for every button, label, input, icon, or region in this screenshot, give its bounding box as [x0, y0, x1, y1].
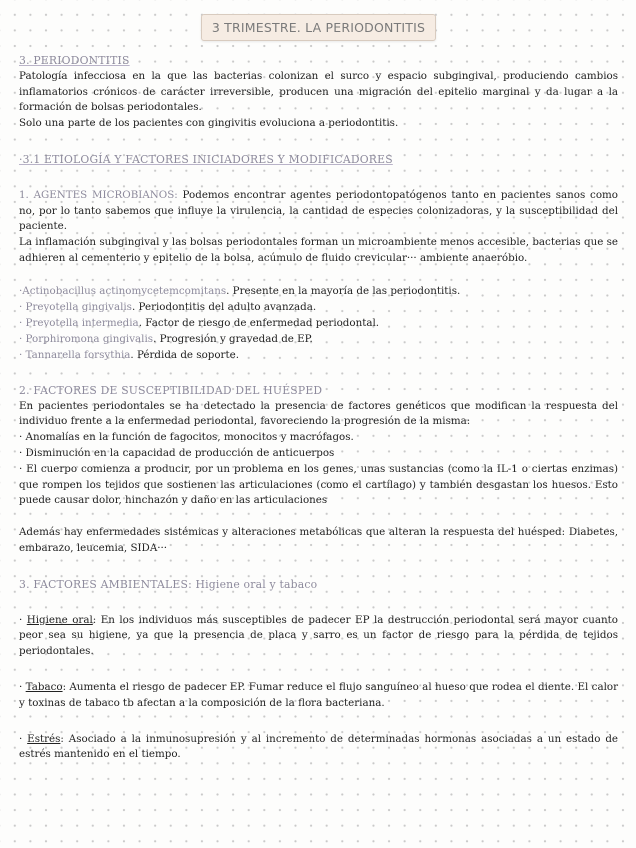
- bacteria-desc: . Pérdida de soporte.: [130, 348, 239, 361]
- item-text: : Asociado a la inmunosupresión y al incremento de determinadas hormonas asociadas a un estado de estrés mantenido en el tiempo.: [19, 732, 619, 761]
- env-item-tabaco: [19, 680, 618, 712]
- paragraph: [19, 188, 618, 235]
- section-heading: 1. AGENTES MICROBIANOS:: [19, 188, 178, 201]
- paragraph: La inflamación subgingival y las bolsas periodontales forman un microambiente menos accesible, bacterias que se adhieren al cementerio y epitelio de la bolsa, acúmulo de fluido crevicular··· ambiente anaeróbio.: [19, 236, 618, 264]
- section-heading: 3. PERIODONTITIS: [19, 54, 130, 67]
- section-periodontitis: [19, 53, 618, 132]
- item-label: Higiene oral: [26, 613, 93, 626]
- item-label: Tabaco: [25, 680, 63, 693]
- list-item: [19, 299, 618, 315]
- bullet: ·: [19, 613, 27, 626]
- item-text: : Aumenta el riesgo de padecer EP. Fumar reduce el flujo sanguíneo al hueso que rodea el diente. El calor y toxinas de tabaco tb afectan a la composición de la flora bacteriana.: [19, 680, 618, 709]
- section-heading: 3. FACTORES AMBIENTALES: Higiene oral y tabaco: [19, 577, 318, 591]
- list-item: [19, 283, 618, 299]
- bacteria-desc: . Factor de riesgo de enfermedad periodontal.: [138, 316, 380, 329]
- list-item: [19, 347, 618, 363]
- bacteria-desc: . Presente en la mayoría de las periodontitis.: [226, 284, 461, 297]
- bacteria-name: · Tannarella forsythia: [19, 348, 131, 361]
- bacteria-list: [19, 283, 618, 363]
- bullet-item: · Disminución en la capacidad de producción de anticuerpos: [19, 446, 335, 459]
- bacteria-name: · Prevotella intermedia: [19, 316, 139, 329]
- item-label: Estrés: [27, 732, 61, 745]
- subsection-heading: ·3.1 ETIOLOGÍA Y FACTORES INICIADORES Y MODIFICADORES: [19, 152, 393, 166]
- title-container: [19, 0, 618, 44]
- paragraph-text: Podemos encontrar agentes periodontopatógenos tanto en pacientes sanos como no, por lo tanto sabemos que influye la virulencia, la cantidad de especies colonizadoras, y la susceptibilidad del paciente.: [19, 188, 618, 233]
- bacteria-desc: . Periodontitis del adulto avanzada.: [131, 300, 317, 313]
- paragraph: Patología infecciosa en la que las bacterias colonizan el surco y espacio subgingival, produciendo cambios inflamatorios crónicos de carácter irreversible, producen una migración del epitelio marginal y da lugar a la formación de bolsas periodontales.: [19, 69, 618, 114]
- page-title: 3 TRIMESTRE. LA PERIODONTITIS: [201, 14, 436, 41]
- bacteria-name: · Porphiromona gingivalis: [19, 332, 154, 345]
- section-ambientales: [19, 577, 618, 763]
- bullet-item: · El cuerpo comienza a producir, por un problema en los genes, unas sustancias (como la IL-1 o ciertas enzimas) que rompen los tejidos que sostienen las articulaciones (como el cartílago) y también desgastan los huesos. Esto puede causar dolor, hinchazón y daño en las articulaciones: [19, 462, 618, 507]
- list-item: [19, 315, 618, 331]
- paragraph: En pacientes periodontales se ha detectado la presencia de factores genéticos que modifican la respuesta del individuo frente a la enfermedad periodontal, favoreciendo la progresión de la misma:: [19, 399, 618, 428]
- bacteria-name: · Prevotella gingivalis: [19, 300, 132, 313]
- bullet-item: · Anomalías en la función de fagocitos, monocitos y macrófagos.: [19, 431, 354, 444]
- paragraph: Además hay enfermedades sistémicas y alteraciones metabólicas que alteran la respuesta del huésped: Diabetes, embarazo, leucemia, SIDA···: [19, 526, 618, 554]
- env-item-higiene: [19, 613, 618, 660]
- bacteria-name: ·Actinobacillus actinomycetemcomitans: [19, 284, 227, 297]
- list-item: [19, 331, 618, 347]
- section-susceptibilidad: [19, 383, 618, 557]
- env-item-estres: [19, 732, 618, 764]
- bullet: ·: [19, 732, 28, 745]
- paragraph: Solo una parte de los pacientes con gingivitis evoluciona a periodontitis.: [19, 117, 399, 130]
- item-text: : En los individuos más susceptibles de padecer EP la destrucción periodontal será mayor cuanto peor sea su higiene, ya que la presencia de placa y sarro es un factor de riesgo para la pérdida de tejidos periodontales.: [19, 613, 618, 658]
- section-agentes-microbianos: [19, 188, 618, 363]
- bullet: ·: [19, 680, 26, 693]
- bacteria-desc: . Progresión y gravedad de EP.: [153, 332, 313, 345]
- section-heading: 2. FACTORES DE SUSCEPTIBILIDAD DEL HUÉSPED: [19, 383, 323, 397]
- subsection-heading-container: [19, 152, 618, 168]
